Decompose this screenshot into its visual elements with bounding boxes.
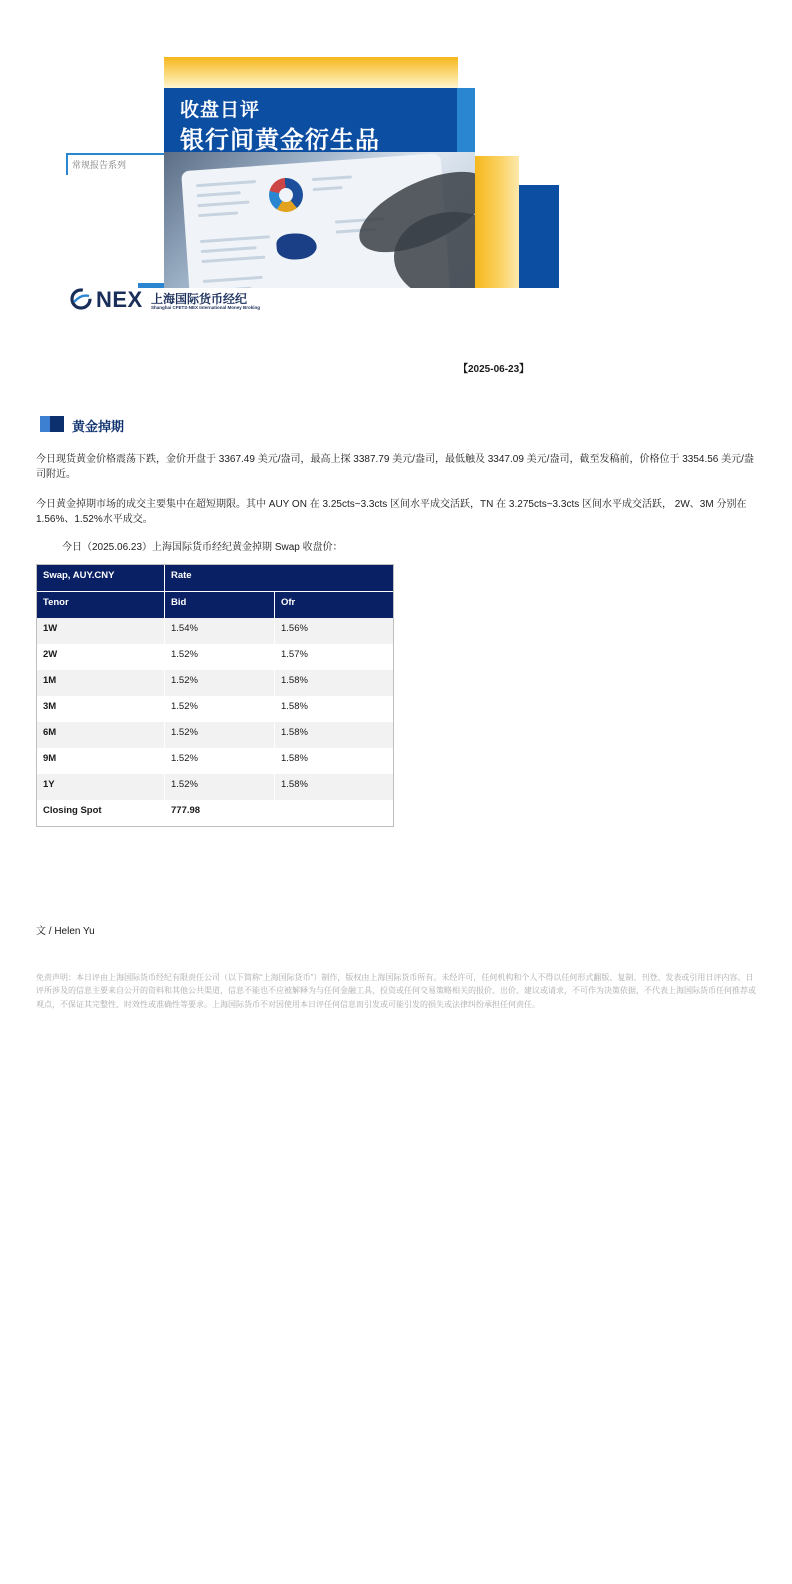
logo-name-cn: 上海国际货币经纪 [151,292,248,306]
cover-blue-column [519,185,559,288]
logo-name-en: Shanghai CFETS-NEX International Money Broking [151,305,261,310]
tenor-cell: 2W [37,644,165,670]
tenor-cell: 9M [37,748,165,774]
header-rate: Rate [171,570,192,581]
tenor-cell: 1W [37,618,165,644]
cover-yellow-column [475,156,519,288]
ofr-cell: 1.56% [281,623,308,634]
paragraph-spot-summary: 今日现货黄金价格震荡下跌，金价开盘于 3367.49 美元/盎司，最高上探 3387.79 美元/盎司，最低触及 3347.09 美元/盎司，截至发稿前，价格位于 3354.56 美元/盎司附近。 [36,454,754,480]
disclaimer-text: 免责声明：本日评由上海国际货币经纪有限责任公司（以下简称“上海国际货币”）制作，版权由上海国际货币所有。未经许可，任何机构和个人不得以任何形式翻版、复制、刊登、发表或引用日评内容。日评所涉及的信息主要来自公开的资料和其他公共渠道，信息不能也不应被解释为与任何金融工具、投资或任何交易策略相关的报价、出价、建议或请求，不可作为决策依据，不代表上海国际货币任何推荐或观点，不保证其完整性、时效性或准确性等要求。上海国际货币不对因使用本日评任何信息而引发或可能引发的损失或法律纠纷承担任何责任。 [36,973,756,1009]
header-bid: Bid [165,592,275,618]
table-row [37,696,393,722]
tenor-cell: 3M [37,696,165,722]
table-row [37,670,393,696]
table-header-row [37,565,393,591]
section-marker-icon [50,416,64,432]
paragraph-table-intro: 今日（2025.06.23）上海国际货币经纪黄金掉期 Swap 收盘价： [62,542,343,553]
bid-cell: 1.52% [165,774,275,800]
section-marker-icon [40,416,50,432]
table-row-closing-spot [37,800,393,826]
ofr-cell: 1.58% [281,727,308,738]
section-title: 黄金掉期 [72,419,125,434]
header-swap: Swap, AUY.CNY [37,565,165,591]
cover-blue-strip [457,88,475,152]
ofr-cell: 1.58% [281,701,308,712]
ofr-cell: 1.57% [281,649,308,660]
closing-spot-empty [275,800,391,826]
tenor-cell: 1Y [37,774,165,800]
author-line: 文 / Helen Yu [36,926,95,937]
cover-title-line1: 收盘日评 [180,100,261,121]
bid-cell: 1.52% [165,644,275,670]
table-row [37,644,393,670]
bid-cell: 1.52% [165,696,275,722]
bid-cell: 1.54% [165,618,275,644]
series-label: 常规报告系列 [72,160,127,170]
ofr-cell: 1.58% [281,753,308,764]
bid-cell: 1.52% [165,722,275,748]
cover-photo [164,152,475,288]
cover-title-line2: 银行间黄金衍生品 [180,127,380,154]
paragraph-swap-summary: 今日黄金掉期市场的成交主要集中在超短期限。其中 AUY ON 在 3.25cts~3.3cts 区间水平成交活跃，TN 在 3.275cts~3.3cts 区间水平成交活跃， 2W、3M 分别在 1.56%、1.52%水平成交。 [36,499,747,525]
ofr-cell: 1.58% [281,675,308,686]
nex-logo-icon [70,288,92,310]
bid-cell: 1.52% [165,670,275,696]
ofr-cell: 1.58% [281,779,308,790]
table-row [37,618,393,644]
cover-yellow-bar [164,57,458,89]
closing-spot-value: 777.98 [165,800,275,826]
table-row [37,722,393,748]
report-date: 【2025-06-23】 [458,364,530,375]
table-header-row [37,591,393,618]
tenor-cell: 1M [37,670,165,696]
header-tenor: Tenor [37,592,165,618]
table-row [37,748,393,774]
bid-cell: 1.52% [165,748,275,774]
header-ofr: Ofr [281,597,296,608]
table-row [37,774,393,800]
swap-rate-table [36,564,394,827]
closing-spot-label: Closing Spot [37,800,165,826]
logo-brand: NEX [96,287,143,312]
tenor-cell: 6M [37,722,165,748]
